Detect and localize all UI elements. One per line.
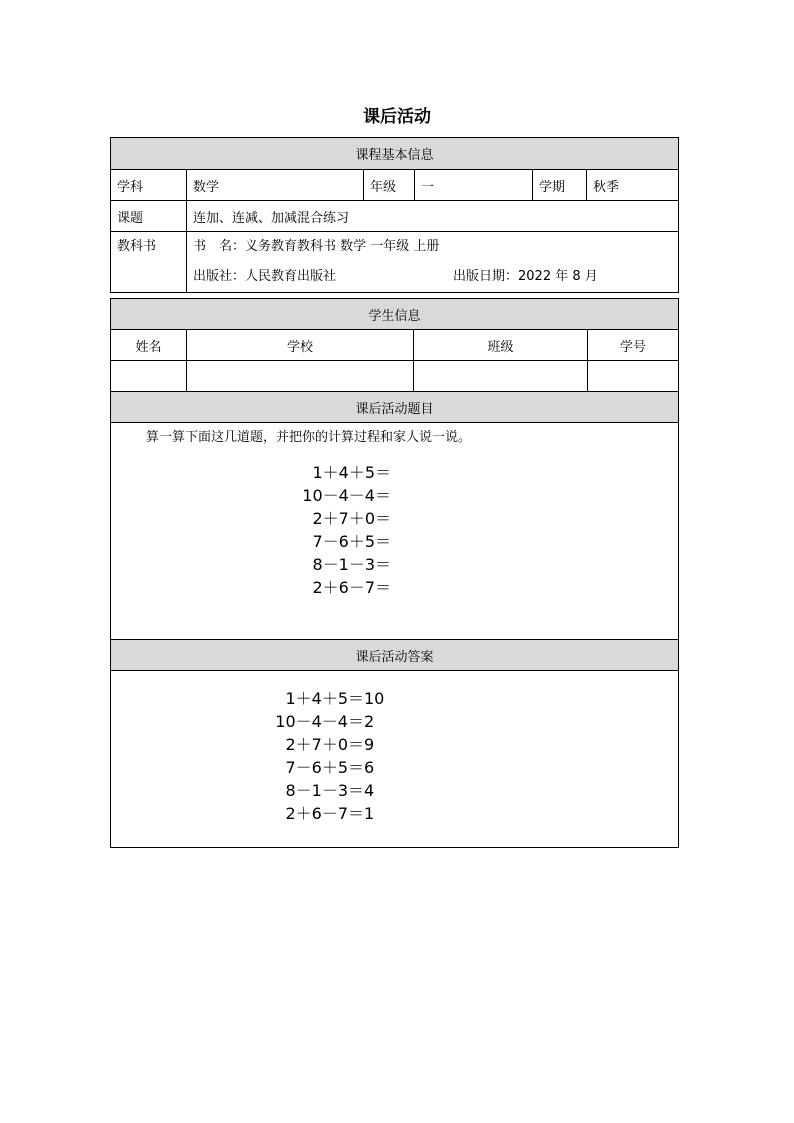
question-item: 2＋7＋0＝ — [312, 509, 391, 528]
subject-label: 学科 — [111, 170, 187, 201]
school-field[interactable] — [187, 361, 414, 392]
textbook-label-text: 教科书 — [117, 239, 157, 254]
publisher: 出版社：人民教育出版社 — [193, 269, 337, 284]
answer-list — [261, 687, 421, 825]
page-title: 课后活动 — [363, 107, 431, 127]
answers-header: 课后活动答案 — [111, 640, 679, 671]
questions-cell — [111, 423, 679, 640]
answer-item — [261, 802, 421, 825]
question-item: 1＋4＋5＝ — [312, 463, 391, 482]
instruction-text: 算一算下面这几道题，并把你的计算过程和家人说一说。 — [146, 430, 472, 445]
publish-date: 出版日期：2022 年 8 月 — [453, 269, 598, 284]
textbook-label — [111, 232, 187, 293]
answers-cell — [111, 671, 679, 848]
header-name: 姓名 — [111, 330, 187, 361]
course-info-header: 课程基本信息 — [111, 138, 679, 170]
answer-item — [261, 710, 421, 733]
question-item: 10－4－4＝ — [302, 486, 391, 505]
grade-label: 年级 — [364, 170, 415, 201]
activity-table — [110, 137, 679, 293]
term-value: 秋季 — [587, 170, 679, 201]
publication-line — [193, 262, 678, 292]
answer-expression: 10－4－4＝ — [275, 712, 364, 731]
question-list — [251, 461, 391, 599]
answer-result: 4 — [364, 781, 375, 800]
question-item: 7－6＋5＝ — [312, 532, 391, 551]
student-table — [110, 298, 679, 848]
answer-expression: 8－1－3＝ — [285, 781, 364, 800]
answer-result: 6 — [364, 758, 375, 777]
class-field[interactable] — [414, 361, 588, 392]
student-id-field[interactable] — [588, 361, 679, 392]
question-item: 8－1－3＝ — [312, 555, 391, 574]
header-school: 学校 — [187, 330, 414, 361]
grade-value: 一 — [415, 170, 533, 201]
answer-result: 10 — [364, 689, 385, 708]
answer-item — [261, 733, 421, 756]
topic-label: 课题 — [111, 201, 187, 232]
answer-expression: 1＋4＋5＝ — [285, 689, 364, 708]
student-info-header: 学生信息 — [111, 299, 679, 330]
term-label: 学期 — [533, 170, 587, 201]
name-field[interactable] — [111, 361, 187, 392]
header-student-id: 学号 — [588, 330, 679, 361]
answer-result: 1 — [364, 804, 375, 823]
answer-item — [261, 756, 421, 779]
textbook-info — [187, 232, 679, 293]
answer-result: 9 — [364, 735, 375, 754]
questions-header: 课后活动题目 — [111, 392, 679, 423]
header-class: 班级 — [414, 330, 588, 361]
answer-item — [261, 779, 421, 802]
answer-item — [261, 687, 421, 710]
book-name: 书 名：义务教育教科书 数学 一年级 上册 — [193, 239, 440, 254]
answer-expression: 2＋6－7＝ — [285, 804, 364, 823]
subject-value: 数学 — [187, 170, 364, 201]
topic-value: 连加、连减、加减混合练习 — [187, 201, 679, 232]
answer-expression: 2＋7＋0＝ — [285, 735, 364, 754]
answer-expression: 7－6＋5＝ — [285, 758, 364, 777]
question-item: 2＋6－7＝ — [312, 578, 391, 597]
answer-result: 2 — [364, 712, 375, 731]
